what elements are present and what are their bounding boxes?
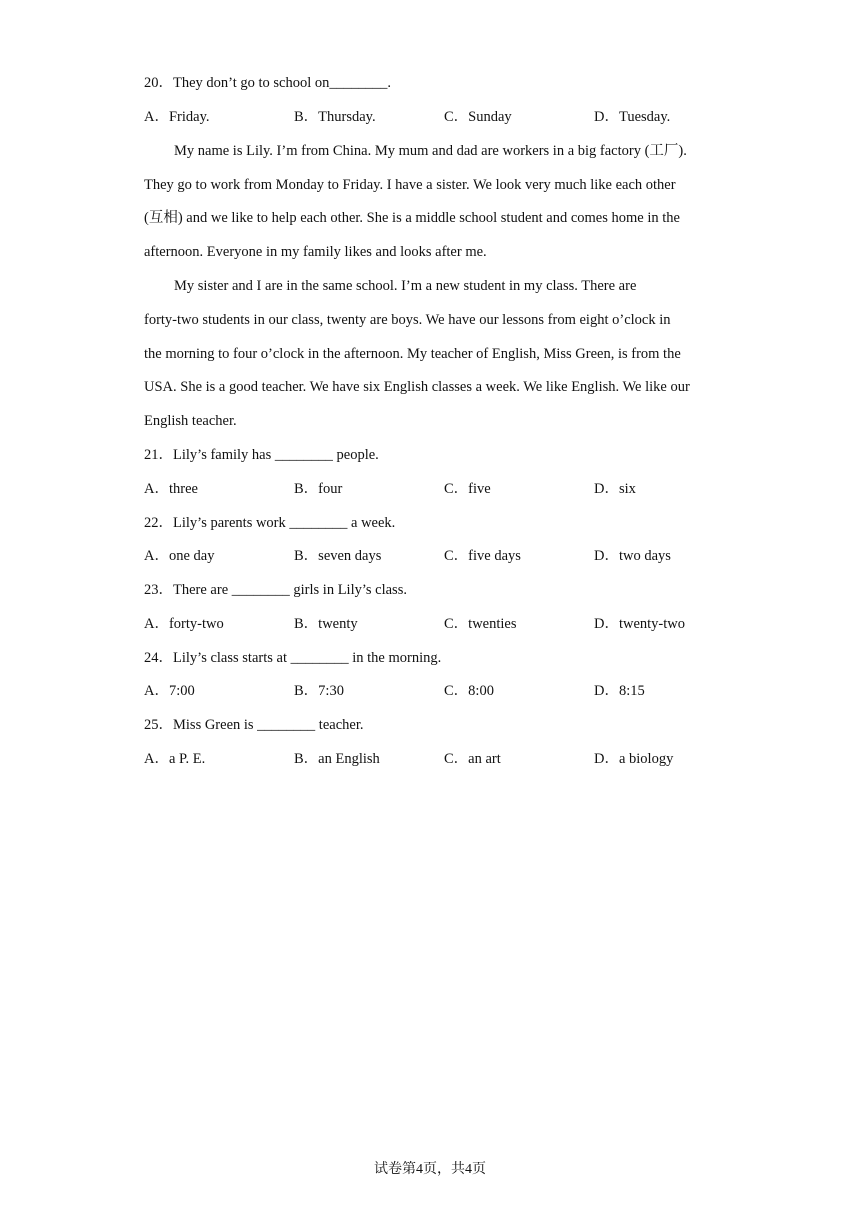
option-c: C．five days bbox=[444, 548, 521, 564]
question-20-stem: 20．They don’t go to school on________. bbox=[144, 75, 392, 91]
option-b: B．seven days bbox=[294, 548, 382, 564]
question-21-options bbox=[144, 477, 724, 501]
passage-line: They go to work from Monday to Friday. I have a sister. We look very much like each other bbox=[144, 177, 676, 193]
question-25-options bbox=[144, 747, 724, 771]
option-d: D．a biology bbox=[594, 751, 674, 767]
option-b: B．twenty bbox=[294, 616, 358, 632]
question-22-stem: 22．Lily’s parents work ________ a week. bbox=[144, 515, 396, 531]
option-a: A．Friday. bbox=[144, 109, 210, 125]
question-23-options bbox=[144, 612, 724, 636]
question-24-options bbox=[144, 679, 724, 703]
question-25-stem: 25．Miss Green is ________ teacher. bbox=[144, 717, 364, 733]
page-footer: 试卷第4页，共4页 bbox=[374, 1162, 486, 1177]
passage-line: forty-two students in our class, twenty are boys. We have our lessons from eight o’clock in bbox=[144, 312, 671, 328]
option-a: A．forty-two bbox=[144, 616, 224, 632]
option-c: C．Sunday bbox=[444, 109, 512, 125]
option-c: C．an art bbox=[444, 751, 501, 767]
option-d: D．twenty-two bbox=[594, 616, 686, 632]
option-b: B．four bbox=[294, 481, 343, 497]
passage-line: My name is Lily. I’m from China. My mum and dad are workers in a big factory (工厂). bbox=[174, 143, 687, 159]
option-a: A．7:00 bbox=[144, 683, 195, 699]
option-a: A．one day bbox=[144, 548, 215, 564]
passage-line: afternoon. Everyone in my family likes and looks after me. bbox=[144, 244, 487, 260]
option-d: D．8:15 bbox=[594, 683, 645, 699]
question-23-stem: 23．There are ________ girls in Lily’s class. bbox=[144, 582, 407, 598]
passage-line: the morning to four o’clock in the afternoon. My teacher of English, Miss Green, is from the bbox=[144, 346, 681, 362]
option-d: D．two days bbox=[594, 548, 671, 564]
question-24-stem: 24．Lily’s class starts at ________ in the morning. bbox=[144, 650, 442, 666]
passage-line: English teacher. bbox=[144, 413, 237, 429]
option-c: C．8:00 bbox=[444, 683, 494, 699]
option-d: D．six bbox=[594, 481, 636, 497]
option-a: A．three bbox=[144, 481, 198, 497]
option-d: D．Tuesday. bbox=[594, 109, 671, 125]
question-20-options bbox=[144, 105, 724, 129]
option-c: C．five bbox=[444, 481, 491, 497]
question-21-stem: 21．Lily’s family has ________ people. bbox=[144, 447, 379, 463]
passage-line: USA. She is a good teacher. We have six English classes a week. We like English. We like our bbox=[144, 379, 690, 395]
option-c: C．twenties bbox=[444, 616, 517, 632]
option-b: B．an English bbox=[294, 751, 380, 767]
question-22-options bbox=[144, 544, 724, 568]
option-b: B．7:30 bbox=[294, 683, 344, 699]
option-b: B．Thursday. bbox=[294, 109, 376, 125]
passage-line: My sister and I are in the same school. I’m a new student in my class. There are bbox=[174, 278, 637, 294]
option-a: A．a P. E. bbox=[144, 751, 206, 767]
passage-line: (互相) and we like to help each other. She is a middle school student and comes home in the bbox=[144, 210, 680, 226]
